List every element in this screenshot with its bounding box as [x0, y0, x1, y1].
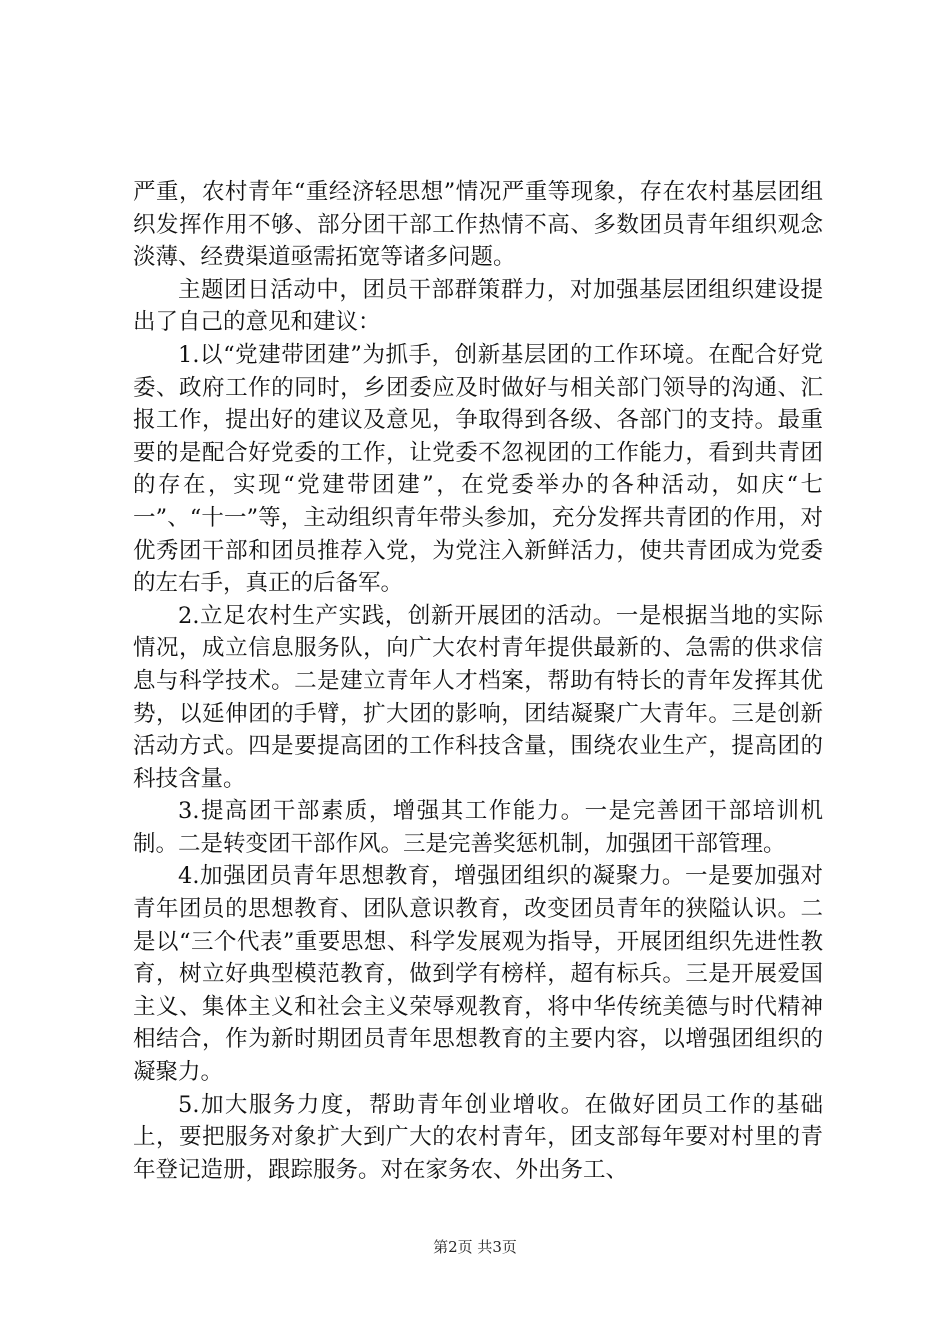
paragraph-continuation: 严重，农村青年“重经济轻思想”情况严重等现象，存在农村基层团组织发挥作用不够、部分团干部工作热情不高、多数团员青年组织观念淡薄、经费渠道亟需拓宽等诸多问题。 — [133, 179, 823, 271]
page-number-footer: 第2页 共3页 — [433, 1238, 517, 1256]
paragraph-item-3: 3.提高团干部素质，增强其工作能力。一是完善团干部培训机制。二是转变团干部作风。三是完善奖惩机制，加强团干部管理。 — [133, 798, 823, 857]
paragraph-intro: 主题团日活动中，团员干部群策群力，对加强基层团组织建设提出了自己的意见和建议： — [133, 276, 823, 336]
paragraph-item-4: 4.加强团员青年思想教育，增强团组织的凝聚力。一是要加强对青年团员的思想教育、团队意识教育，改变团员青年的狭隘认识。二是以“三个代表”重要思想、科学发展观为指导，开展团组织先进性教育，树立好典型模范教育，做到学有榜样，超有标兵。三是开展爱国主义、集体主义和社会主义荣辱观教育，将中华传统美德与时代精神相结合，作为新时期团员青年思想教育的主要内容，以增强团组织的凝聚力。 — [133, 863, 823, 1086]
paragraph-item-5: 5.加大服务力度，帮助青年创业增收。在做好团员工作的基础上，要把服务对象扩大到广大的农村青年，团支部每年要对村里的青年登记造册，跟踪服务。对在家务农、外出务工、 — [133, 1091, 823, 1183]
paragraph-item-1: 1.以“党建带团建”为抓手，创新基层团的工作环境。在配合好党委、政府工作的同时，乡团委应及时做好与相关部门领导的沟通、汇报工作，提出好的建议及意见，争取得到各级、各部门的支持。最重要的是配合好党委的工作，让党委不忽视团的工作能力，看到共青团的存在，实现“党建带团建”，在党委举办的各种活动，如庆“七一”、“十一”等，主动组织青年带头参加，充分发挥共青团的作用，对优秀团干部和团员推荐入党，为党注入新鲜活力，使共青团成为党委的左右手，真正的后备军。 — [133, 341, 823, 597]
paragraph-item-2: 2.立足农村生产实践，创新开展团的活动。一是根据当地的实际情况，成立信息服务队，向广大农村青年提供最新的、急需的供求信息与科学技术。二是建立青年人才档案，帮助有特长的青年发挥其优势，以延伸团的手臂，扩大团的影响，团结凝聚广大青年。三是创新活动方式。四是要提高团的工作科技含量，围绕农业生产，提高团的科技含量。 — [133, 602, 823, 792]
document-body — [133, 176, 823, 1186]
